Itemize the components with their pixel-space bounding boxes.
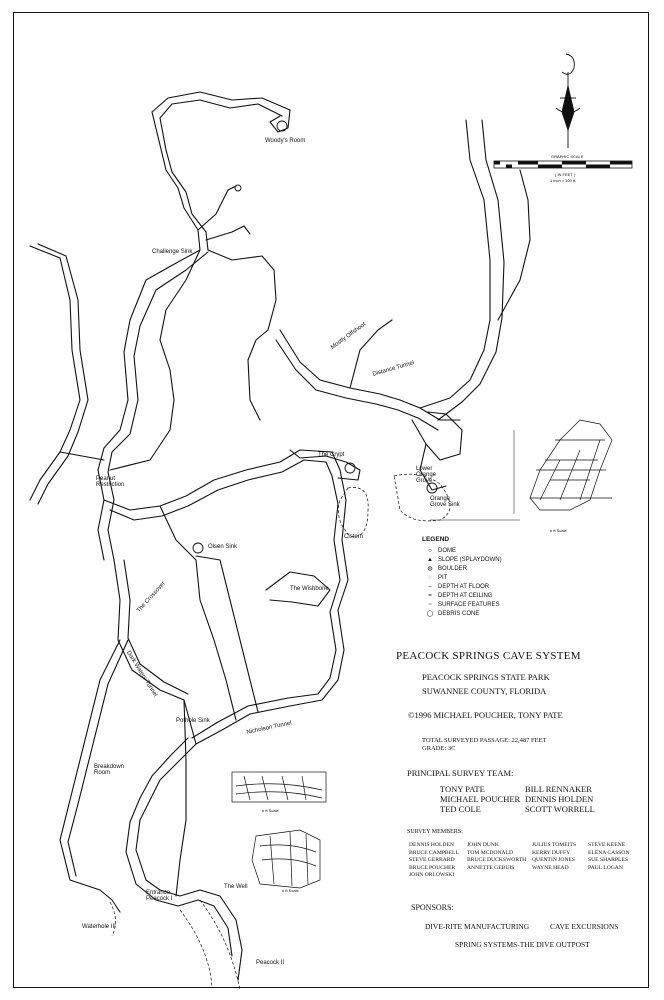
map-legend (422, 536, 502, 618)
map-label-entrance-peacock-i: Entrance Peacock I (146, 890, 173, 902)
team-member: BILL RENNAKER (525, 784, 592, 794)
members-column-3: JULIUS TOMEITS KERRY DUFFY QUENTIN JONES WAYNE HEAD (532, 842, 577, 871)
cave-passage (38, 244, 88, 504)
cave-passage (196, 556, 258, 712)
copyright: ©1996 MICHAEL POUCHER, TONY PATE (408, 710, 563, 720)
team-member: SCOTT WORRELL (525, 804, 595, 814)
map-label-dark-waters-tunnel: Dark Waters Tunnel (124, 650, 158, 698)
graphic-scale-units: ( IN FEET ) (555, 172, 576, 177)
sink-marker (193, 543, 203, 553)
north-arrow (556, 54, 580, 148)
team-member: TONY PATE (440, 784, 485, 794)
map-label-the-well: The Well (224, 884, 248, 890)
graphic-scale-bar (494, 161, 632, 168)
boulder-icon: ◍ (427, 566, 433, 572)
map-label-the-wishbone: The Wishbone (290, 586, 329, 592)
sink-marker (277, 121, 287, 131)
map-label-waterhole-iii: Waterhole III (82, 924, 116, 930)
profile-scale-label-middle: # ft Scale (262, 808, 279, 813)
cave-passage (206, 226, 250, 240)
pit-icon: ◌ (428, 574, 432, 581)
cave-passage (176, 700, 186, 896)
sink-marker (427, 483, 437, 493)
map-label-lower-orange-grove: Lower Orange Grove (416, 466, 437, 484)
team-heading: PRINCIPAL SURVEY TEAM: (407, 768, 514, 778)
profile-scale-label-north: # ft Scale (550, 528, 567, 533)
legend-item: ◍ BOULDER (422, 564, 502, 573)
legend-item: ╌ SURFACE FEATURES (422, 600, 502, 609)
depth-floor-icon: – (428, 583, 432, 590)
total-surveyed: TOTAL SURVEYED PASSAGE: 22,487 FEET (422, 737, 547, 744)
map-title: PEACOCK SPRINGS CAVE SYSTEM (396, 650, 581, 662)
slope-icon: ▲ (427, 556, 433, 563)
members-column-1: DENNIS HOLDEN BRUCE CAMPBELL STEVE GERRARD BRUCE POUCHER JOHN ORLOWSKI (409, 842, 459, 879)
legend-item: = DEPTH AT CEILING (422, 591, 502, 600)
surface-feature (180, 910, 212, 988)
cave-passage (104, 450, 348, 744)
depth-profile-north (514, 420, 612, 514)
debris-cone-icon: ◯ (426, 611, 434, 617)
grade: GRADE: 3C (422, 745, 456, 752)
graphic-scale-title: GRAPHIC SCALE (551, 154, 584, 159)
cave-passage (280, 330, 460, 420)
legend-item: ○ DOME (422, 546, 502, 555)
map-label-woodys-room: Woody's Room (265, 138, 306, 144)
map-label-breakdown-room: Breakdown Room (94, 764, 125, 776)
cave-passage (160, 506, 236, 720)
map-label-peacock-ii: Peacock II (256, 960, 285, 966)
cave-passage (160, 145, 200, 250)
map-label-orange-grove-sink: Orange Grove Sink (430, 496, 460, 508)
cave-passage (198, 186, 236, 230)
map-label-challenge-sink: Challenge Sink (152, 249, 193, 255)
map-label-distance-tunnel: Distance Tunnel (372, 360, 416, 378)
cave-passage (100, 890, 120, 912)
park-name: PEACOCK SPRINGS STATE PARK (422, 672, 550, 682)
cave-passage (98, 250, 200, 560)
cave-passage (166, 150, 208, 250)
cave-passage (108, 252, 208, 560)
sponsors-heading: SPONSORS: (411, 903, 454, 912)
map-label-pothole-sink: Pothole Sink (176, 718, 210, 724)
legend-item: ▲ SLOPE (SPLAYDOWN) (422, 555, 502, 564)
legend-title: LEGEND (422, 536, 450, 543)
map-label-cistern: Cistern (344, 534, 364, 540)
members-column-4: STEVE KEENE ELENA CASSON SUE SHARPLES PAUL LOGAN (588, 842, 630, 871)
cave-passage (208, 250, 276, 420)
sponsor: SPRING SYSTEMS-THE DIVE OUTPOST (455, 940, 590, 949)
map-label-the-crypt: The Crypt (318, 452, 345, 458)
map-label-olsen-sink: Olsen Sink (208, 544, 238, 550)
map-label-the-crossover: The Crossover (136, 580, 167, 615)
cave-passage (420, 120, 490, 408)
legend-item: – DEPTH AT FLOOR (422, 582, 502, 591)
surface-feature (200, 900, 240, 990)
depth-ceiling-icon: = (428, 592, 432, 599)
graphic-scale-ratio: 1 inch = 100 ft. (550, 178, 577, 183)
legend-item: ◯ DEBRIS CONE (422, 609, 502, 618)
map-label-peanut-restriction: Peanut Restriction (96, 476, 125, 488)
cave-passage (160, 100, 282, 150)
sponsor: CAVE EXCURSIONS (550, 922, 619, 931)
team-member: TED COLE (440, 804, 481, 814)
team-member: MICHAEL POUCHER (440, 794, 521, 804)
sink-marker (235, 185, 241, 191)
map-label-nicholson-tunnel: Nicholson Tunnel (246, 720, 293, 736)
surface-feature (110, 902, 116, 936)
legend-item: ◌ PIT (422, 573, 502, 582)
cave-passage (126, 738, 232, 956)
cave-passage (276, 340, 438, 430)
cave-passage (68, 640, 128, 876)
map-label-mostly-offshoot: Mostly Offshoot (330, 321, 368, 351)
members-column-2: JOHN DUNK TOM MCDONALD BRUCE DUCKSWORTH ANNETTE GEBUIS (467, 842, 527, 871)
members-heading: SURVEY MEMBERS: (407, 829, 463, 835)
cave-passage (124, 560, 188, 694)
dome-icon: ○ (428, 547, 432, 554)
cave-passage (30, 246, 80, 500)
profile-scale-label-south: # ft Scale (282, 888, 299, 893)
depth-profile-south (252, 830, 320, 888)
team-member: DENNIS HOLDEN (525, 794, 594, 804)
cave-passage (110, 250, 200, 470)
depth-profile-middle (232, 772, 326, 802)
sponsor: DIVE-RITE MANUFACTURING (425, 922, 530, 931)
county-name: SUWANNEE COUNTY, FLORIDA (422, 686, 547, 696)
surface-feature-icon: ╌ (428, 602, 432, 608)
